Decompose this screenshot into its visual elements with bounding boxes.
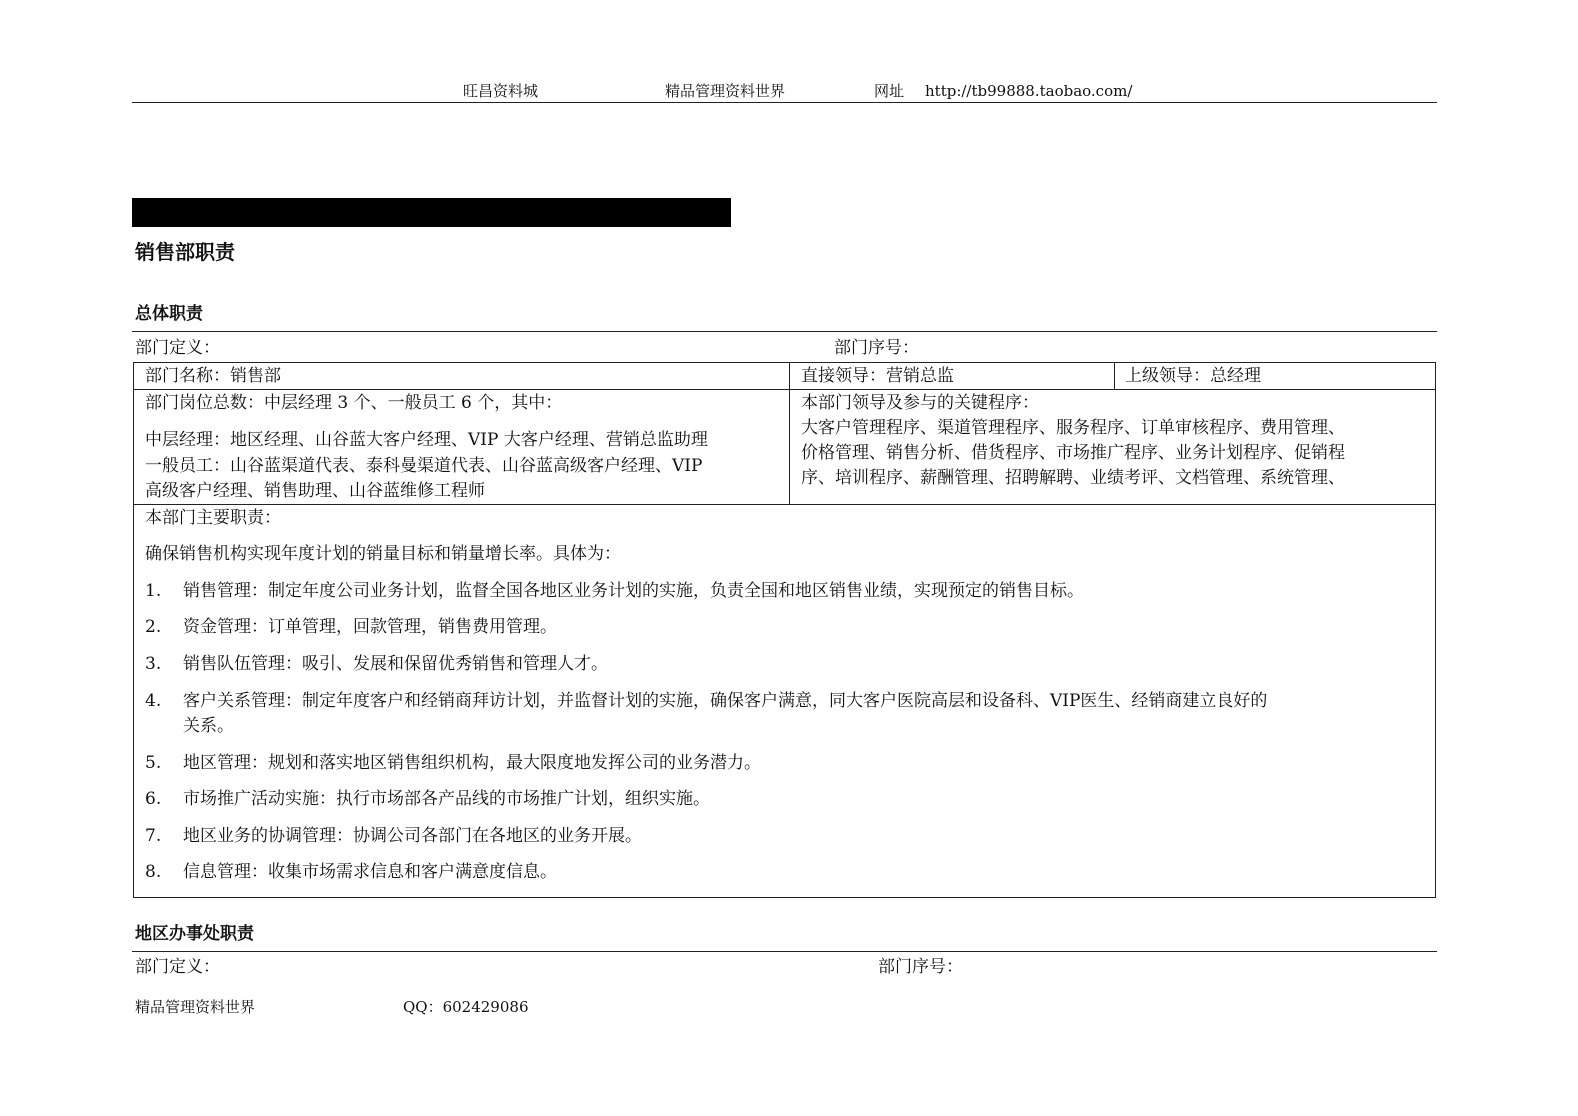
dept-name-cell: 部门名称：销售部 [145, 366, 281, 386]
list-item-text: 客户关系管理：制定年度客户和经销商拜访计划，并监督计划的实施，确保客户满意，同大客户医院高层和设备科、VIP医生、经销商建立良好的 [183, 691, 1268, 711]
key-procedures-line-1: 大客户管理程序、渠道管理程序、服务程序、订单审核程序、费用管理、 [801, 418, 1345, 438]
list-item-text: 资金管理：订单管理，回款管理，销售费用管理。 [183, 617, 557, 637]
direct-leader-cell: 直接领导：营销总监 [801, 366, 954, 386]
header-url-label: 网址 [874, 82, 905, 100]
key-procedures-label: 本部门领导及参与的关键程序： [801, 393, 1039, 413]
footer-world-name: 精品管理资料世界 [135, 998, 256, 1016]
list-item [145, 751, 1430, 776]
section-rule-overall [132, 331, 1437, 332]
key-procedures-line-2: 价格管理、销售分析、借货程序、市场推广程序、业务计划程序、促销程 [801, 443, 1345, 463]
header-shop-name: 旺昌资料城 [463, 82, 539, 100]
key-procedures-line-3: 序、培训程序、薪酬管理、招聘解聘、业绩考评、文档管理、系统管理、 [801, 468, 1345, 488]
header-url-link[interactable]: http://tb99888.taobao.com/ [925, 82, 1133, 100]
list-item [145, 689, 1430, 739]
list-item-text: 信息管理：收集市场需求信息和客户满意度信息。 [183, 862, 557, 882]
list-item [145, 824, 1430, 849]
superior-leader-cell: 上级领导：总经理 [1125, 366, 1261, 386]
table-row-divider [133, 389, 1436, 390]
list-item [145, 860, 1430, 885]
footer-qq: QQ：602429086 [403, 998, 529, 1016]
table-col-divider [1114, 362, 1115, 389]
table-row-divider [133, 504, 1436, 505]
positions-total: 部门岗位总数：中层经理 3 个、一般员工 6 个，其中： [145, 393, 563, 413]
main-resp-intro: 确保销售机构实现年度计划的销量目标和销量增长率。具体为： [145, 544, 621, 564]
list-item-number: 6. [145, 789, 162, 809]
list-item-text: 地区业务的协调管理：协调公司各部门在各地区的业务开展。 [183, 826, 642, 846]
list-item-number: 7. [145, 826, 162, 846]
regional-dept-definition-label: 部门定义： [135, 957, 220, 977]
list-item-number: 2. [145, 617, 162, 637]
list-item-text: 销售管理：制定年度公司业务计划，监督全国各地区业务计划的实施，负责全国和地区销售业绩，实现预定的销售目标。 [183, 581, 1084, 601]
header-rule [132, 102, 1437, 103]
list-item [145, 652, 1430, 677]
list-item [145, 787, 1430, 812]
list-item-text: 市场推广活动实施：执行市场部各产品线的市场推广计划，组织实施。 [183, 789, 710, 809]
main-resp-label: 本部门主要职责： [145, 508, 281, 528]
header-world-name: 精品管理资料世界 [665, 82, 786, 100]
list-item-number: 8. [145, 862, 162, 882]
list-item-text: 销售队伍管理：吸引、发展和保留优秀销售和管理人才。 [183, 654, 608, 674]
staff-line-2: 高级客户经理、销售助理、山谷蓝维修工程师 [145, 481, 485, 501]
redaction-bar [132, 198, 731, 227]
list-item-text-continued: 关系。 [183, 716, 234, 736]
dept-definition-label: 部门定义： [135, 338, 220, 358]
list-item-number: 1. [145, 581, 162, 601]
list-item [145, 579, 1430, 604]
dept-number-label: 部门序号： [834, 338, 919, 358]
table-col-divider [789, 362, 790, 504]
section-heading-overall: 总体职责 [135, 304, 203, 324]
middle-managers: 中层经理：地区经理、山谷蓝大客户经理、VIP 大客户经理、营销总监助理 [145, 430, 708, 450]
list-item-number: 5. [145, 753, 162, 773]
regional-dept-number-label: 部门序号： [878, 957, 963, 977]
page-title: 销售部职责 [135, 240, 235, 264]
section-heading-regional: 地区办事处职责 [135, 924, 254, 944]
staff-line-1: 一般员工：山谷蓝渠道代表、泰科曼渠道代表、山谷蓝高级客户经理、VIP [145, 456, 703, 476]
list-item-text: 地区管理：规划和落实地区销售组织机构，最大限度地发挥公司的业务潜力。 [183, 753, 761, 773]
list-item-number: 3. [145, 654, 162, 674]
section-rule-regional [132, 951, 1437, 952]
list-item-number: 4. [145, 691, 162, 711]
list-item [145, 615, 1430, 640]
